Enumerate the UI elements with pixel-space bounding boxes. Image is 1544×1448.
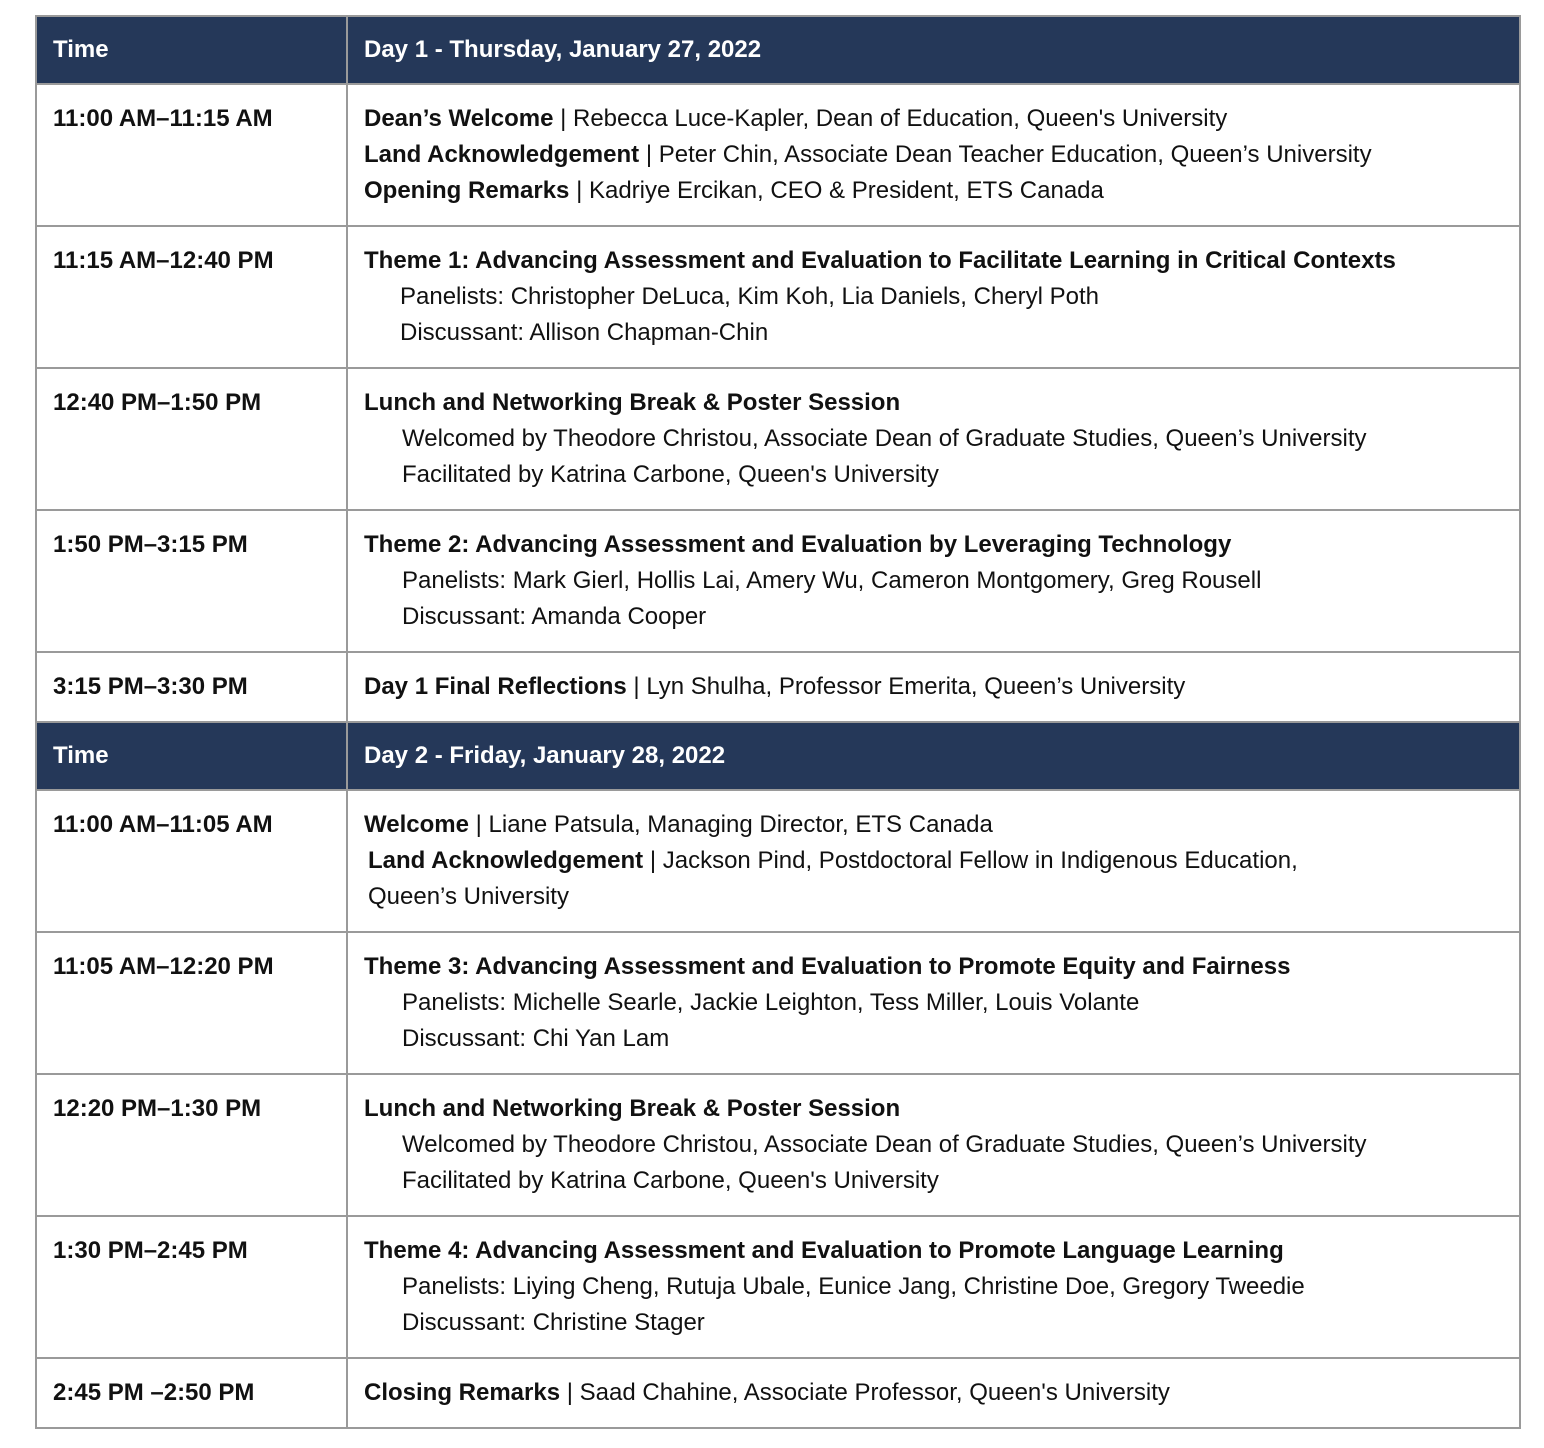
table-row	[36, 652, 1520, 722]
session-speaker: | Lyn Shulha, Professor Emerita, Queen’s University	[626, 673, 1186, 700]
session-time: 11:15 AM–12:40 PM	[36, 226, 347, 368]
session-time: 1:50 PM–3:15 PM	[36, 510, 347, 652]
session-time: 3:15 PM–3:30 PM	[36, 652, 347, 722]
session-details	[347, 1074, 1520, 1216]
session-title: Lunch and Networking Break & Poster Session	[364, 1095, 901, 1122]
session-details	[347, 368, 1520, 510]
table-row	[36, 790, 1520, 932]
session-panelists: Panelists: Michelle Searle, Jackie Leighton, Tess Miller, Louis Volante	[402, 989, 1140, 1016]
table-row	[36, 932, 1520, 1074]
table-row	[36, 1358, 1520, 1428]
session-speaker: | Peter Chin, Associate Dean Teacher Education, Queen’s University	[639, 141, 1372, 168]
session-time: 11:00 AM–11:15 AM	[36, 84, 347, 226]
session-time: 11:00 AM–11:05 AM	[36, 790, 347, 932]
session-time: 12:20 PM–1:30 PM	[36, 1074, 347, 1216]
session-facilitated-by: Facilitated by Katrina Carbone, Queen's University	[402, 461, 939, 488]
session-title: Welcome	[364, 811, 469, 838]
session-time: 2:45 PM –2:50 PM	[36, 1358, 347, 1428]
session-speaker: | Rebecca Luce-Kapler, Dean of Education, Queen's University	[553, 105, 1228, 132]
session-title: Theme 1: Advancing Assessment and Evaluation to Facilitate Learning in Critical Contexts	[364, 247, 1396, 274]
session-details	[347, 652, 1520, 722]
session-details	[347, 790, 1520, 932]
session-speaker: | Jackson Pind, Postdoctoral Fellow in Indigenous Education,	[643, 847, 1298, 874]
session-title: Opening Remarks	[364, 177, 570, 204]
session-discussant: Discussant: Allison Chapman-Chin	[400, 319, 769, 346]
session-title: Closing Remarks	[364, 1379, 561, 1406]
session-title: Lunch and Networking Break & Poster Session	[364, 389, 901, 416]
day1-header-row	[36, 16, 1520, 84]
session-welcomed-by: Welcomed by Theodore Christou, Associate Dean of Graduate Studies, Queen’s University	[402, 425, 1367, 452]
session-details	[347, 1358, 1520, 1428]
session-speaker-affiliation: Queen’s University	[368, 883, 569, 910]
session-discussant: Discussant: Chi Yan Lam	[402, 1025, 670, 1052]
table-row	[36, 368, 1520, 510]
schedule-table	[35, 15, 1521, 1429]
session-panelists: Panelists: Christopher DeLuca, Kim Koh, Lia Daniels, Cheryl Poth	[400, 283, 1099, 310]
day2-header-row	[36, 722, 1520, 790]
session-title: Theme 4: Advancing Assessment and Evaluation to Promote Language Learning	[364, 1237, 1284, 1264]
session-title: Land Acknowledgement	[368, 847, 644, 874]
day1-title: Day 1 - Thursday, January 27, 2022	[347, 16, 1520, 84]
session-facilitated-by: Facilitated by Katrina Carbone, Queen's University	[402, 1167, 939, 1194]
table-row	[36, 84, 1520, 226]
session-title: Theme 3: Advancing Assessment and Evaluation to Promote Equity and Fairness	[364, 953, 1291, 980]
session-panelists: Panelists: Mark Gierl, Hollis Lai, Amery Wu, Cameron Montgomery, Greg Rousell	[402, 567, 1262, 594]
session-title: Day 1 Final Reflections	[364, 673, 627, 700]
session-details	[347, 226, 1520, 368]
table-row	[36, 1074, 1520, 1216]
session-discussant: Discussant: Christine Stager	[402, 1309, 705, 1336]
session-time: 1:30 PM–2:45 PM	[36, 1216, 347, 1358]
session-details	[347, 1216, 1520, 1358]
table-row	[36, 1216, 1520, 1358]
session-speaker: | Kadriye Ercikan, CEO & President, ETS Canada	[569, 177, 1104, 204]
session-details	[347, 510, 1520, 652]
session-welcomed-by: Welcomed by Theodore Christou, Associate Dean of Graduate Studies, Queen’s University	[402, 1131, 1367, 1158]
session-time: 12:40 PM–1:50 PM	[36, 368, 347, 510]
time-column-header: Time	[36, 16, 347, 84]
session-title: Theme 2: Advancing Assessment and Evaluation by Leveraging Technology	[364, 531, 1232, 558]
session-details	[347, 84, 1520, 226]
time-column-header: Time	[36, 722, 347, 790]
session-panelists: Panelists: Liying Cheng, Rutuja Ubale, Eunice Jang, Christine Doe, Gregory Tweedie	[402, 1273, 1305, 1300]
session-title: Dean’s Welcome	[364, 105, 554, 132]
table-row	[36, 510, 1520, 652]
session-speaker: | Saad Chahine, Associate Professor, Queen's University	[560, 1379, 1170, 1406]
day2-title: Day 2 - Friday, January 28, 2022	[347, 722, 1520, 790]
session-time: 11:05 AM–12:20 PM	[36, 932, 347, 1074]
session-title: Land Acknowledgement	[364, 141, 640, 168]
session-speaker: | Liane Patsula, Managing Director, ETS Canada	[468, 811, 993, 838]
session-details	[347, 932, 1520, 1074]
session-discussant: Discussant: Amanda Cooper	[402, 603, 707, 630]
table-row	[36, 226, 1520, 368]
